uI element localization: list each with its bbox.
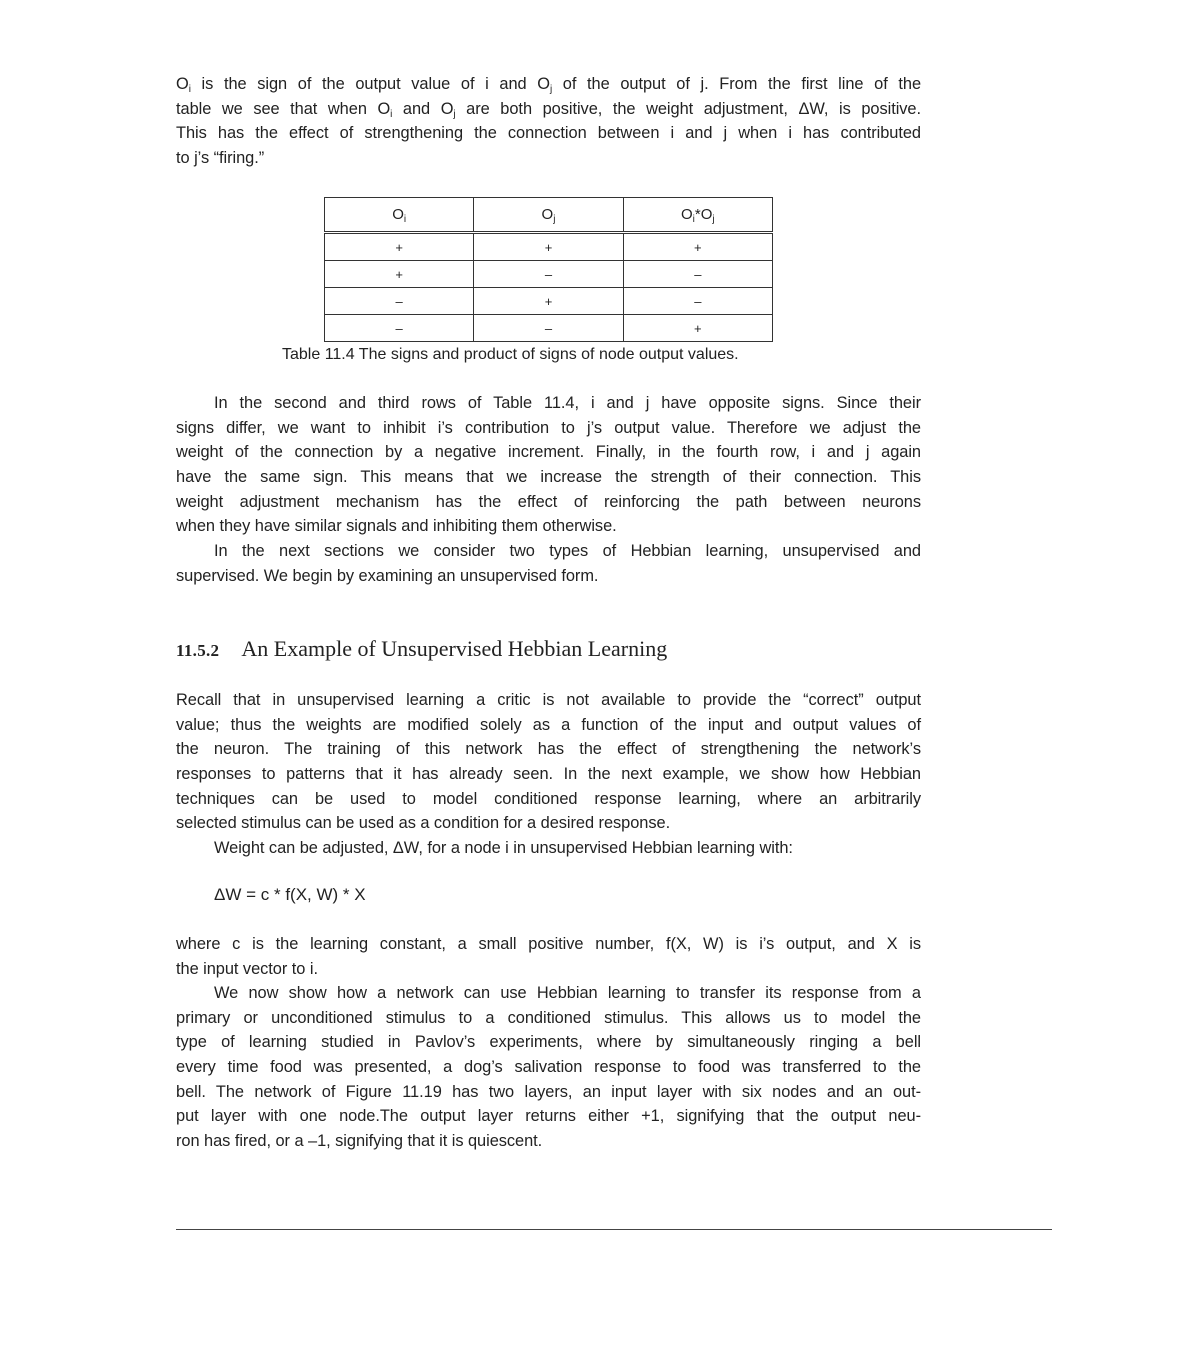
table-cell: + — [474, 288, 623, 315]
table-cell: + — [623, 233, 772, 261]
table-row — [325, 288, 773, 315]
paragraph-line: supervised. We begin by examining an unsupervised form. — [176, 566, 599, 585]
intro-line-1: $O_i$ is the sign of the output value of i and $O_j$ of the output of j. From the first line of the — [176, 75, 922, 95]
table-cell: – — [325, 315, 474, 342]
paragraph-line: Weight can be adjusted, ΔW, for a node i in unsupervised Hebbian learning with: — [214, 839, 793, 857]
paragraph-line: Recall that in unsupervised learning a critic is not available to provide the “correct” output — [176, 691, 921, 709]
paragraph-line: primary or unconditioned stimulus to a conditioned stimulus. This allows us to model the — [176, 1008, 921, 1027]
table-header-oj: $O_j$ — [474, 198, 623, 233]
paragraph-line: when they have similar signals and inhibiting them otherwise. — [176, 517, 617, 536]
weight-update-equation: ΔW = c * f(X, W) * X — [214, 885, 366, 904]
paragraph-3 — [176, 539, 921, 588]
paragraph-7 — [176, 981, 921, 1154]
paragraph-line: type of learning studied in Pavlov’s experiments, where by simultaneously ringing a bell — [176, 1033, 921, 1052]
paragraph-4 — [176, 688, 921, 836]
table-row — [325, 233, 773, 261]
paragraph-line: techniques can be used to model conditioned response learning, where an arbitrarily — [176, 789, 921, 808]
paragraph-line: put layer with one node.The output layer returns either +1, signifying that the output neu- — [176, 1107, 921, 1126]
signs-table — [324, 197, 773, 342]
paragraph-line: the input vector to i. — [176, 959, 318, 978]
table-cell: + — [325, 233, 474, 261]
paragraph-line: the neuron. The training of this network has the effect of strengthening the network’s — [176, 740, 921, 759]
paragraph-6 — [176, 932, 921, 981]
table-cell: + — [623, 315, 772, 342]
table-cell: + — [474, 233, 623, 261]
table-header-product: $O_i*O_j$ — [623, 198, 772, 233]
paragraph-line: bell. The network of Figure 11.19 has two layers, an input layer with six nodes and an out- — [176, 1082, 921, 1101]
footer-rule — [176, 1229, 1052, 1230]
paragraph-line: signs differ, we want to inhibit i’s contribution to j’s output value. Therefore we adjust the — [176, 418, 921, 437]
table-header-row — [325, 198, 773, 233]
section-number: 11.5.2 — [176, 641, 220, 660]
intro-line-2: table we see that when $O_i$ and $O_j$ are both positive, the weight adjustment, ΔW, is positive. — [176, 99, 922, 120]
table-cell: – — [474, 315, 623, 342]
paragraph-line: We now show how a network can use Hebbian learning to transfer its response from a — [214, 984, 921, 1002]
paragraph-2 — [176, 391, 921, 539]
intro-paragraph — [176, 72, 921, 171]
table-caption: Table 11.4 The signs and product of signs of node output values. — [282, 346, 739, 363]
intro-line-3: This has the effect of strengthening the connection between i and j when i has contributed — [176, 124, 921, 143]
table-cell: – — [623, 261, 772, 288]
table-cell: + — [325, 261, 474, 288]
paragraph-line: weight adjustment mechanism has the effect of reinforcing the path between neurons — [176, 492, 921, 511]
intro-line-4: to j’s “firing.” — [176, 149, 265, 168]
table-cell: – — [325, 288, 474, 315]
table-cell: – — [623, 288, 772, 315]
paragraph-line: every time food was presented, a dog’s salivation response to food was transferred to the — [176, 1058, 921, 1077]
table-row — [325, 261, 773, 288]
section-title: An Example of Unsupervised Hebbian Learning — [241, 636, 668, 661]
table-header-oi: $O_i$ — [325, 198, 474, 233]
paragraph-line: weight of the connection by a negative increment. Finally, in the fourth row, i and j again — [176, 443, 921, 462]
paragraph-5 — [176, 836, 921, 861]
table-cell: – — [474, 261, 623, 288]
section-heading — [176, 636, 667, 662]
paragraph-line: where c is the learning constant, a small positive number, f(X, W) is i’s output, and X is — [176, 935, 921, 953]
paragraph-line: ron has fired, or a –1, signifying that it is quiescent. — [176, 1132, 543, 1151]
paragraph-line: value; thus the weights are modified solely as a function of the input and output values of — [176, 715, 921, 734]
paragraph-line: have the same sign. This means that we increase the strength of their connection. This — [176, 468, 921, 487]
paragraph-line: selected stimulus can be used as a condition for a desired response. — [176, 814, 671, 833]
paragraph-line: responses to patterns that it has already seen. In the next example, we show how Hebbian — [176, 765, 921, 784]
table-row — [325, 315, 773, 342]
paragraph-line: In the next sections we consider two types of Hebbian learning, unsupervised and — [214, 542, 921, 560]
paragraph-line: In the second and third rows of Table 11.4, i and j have opposite signs. Since their — [214, 394, 921, 412]
